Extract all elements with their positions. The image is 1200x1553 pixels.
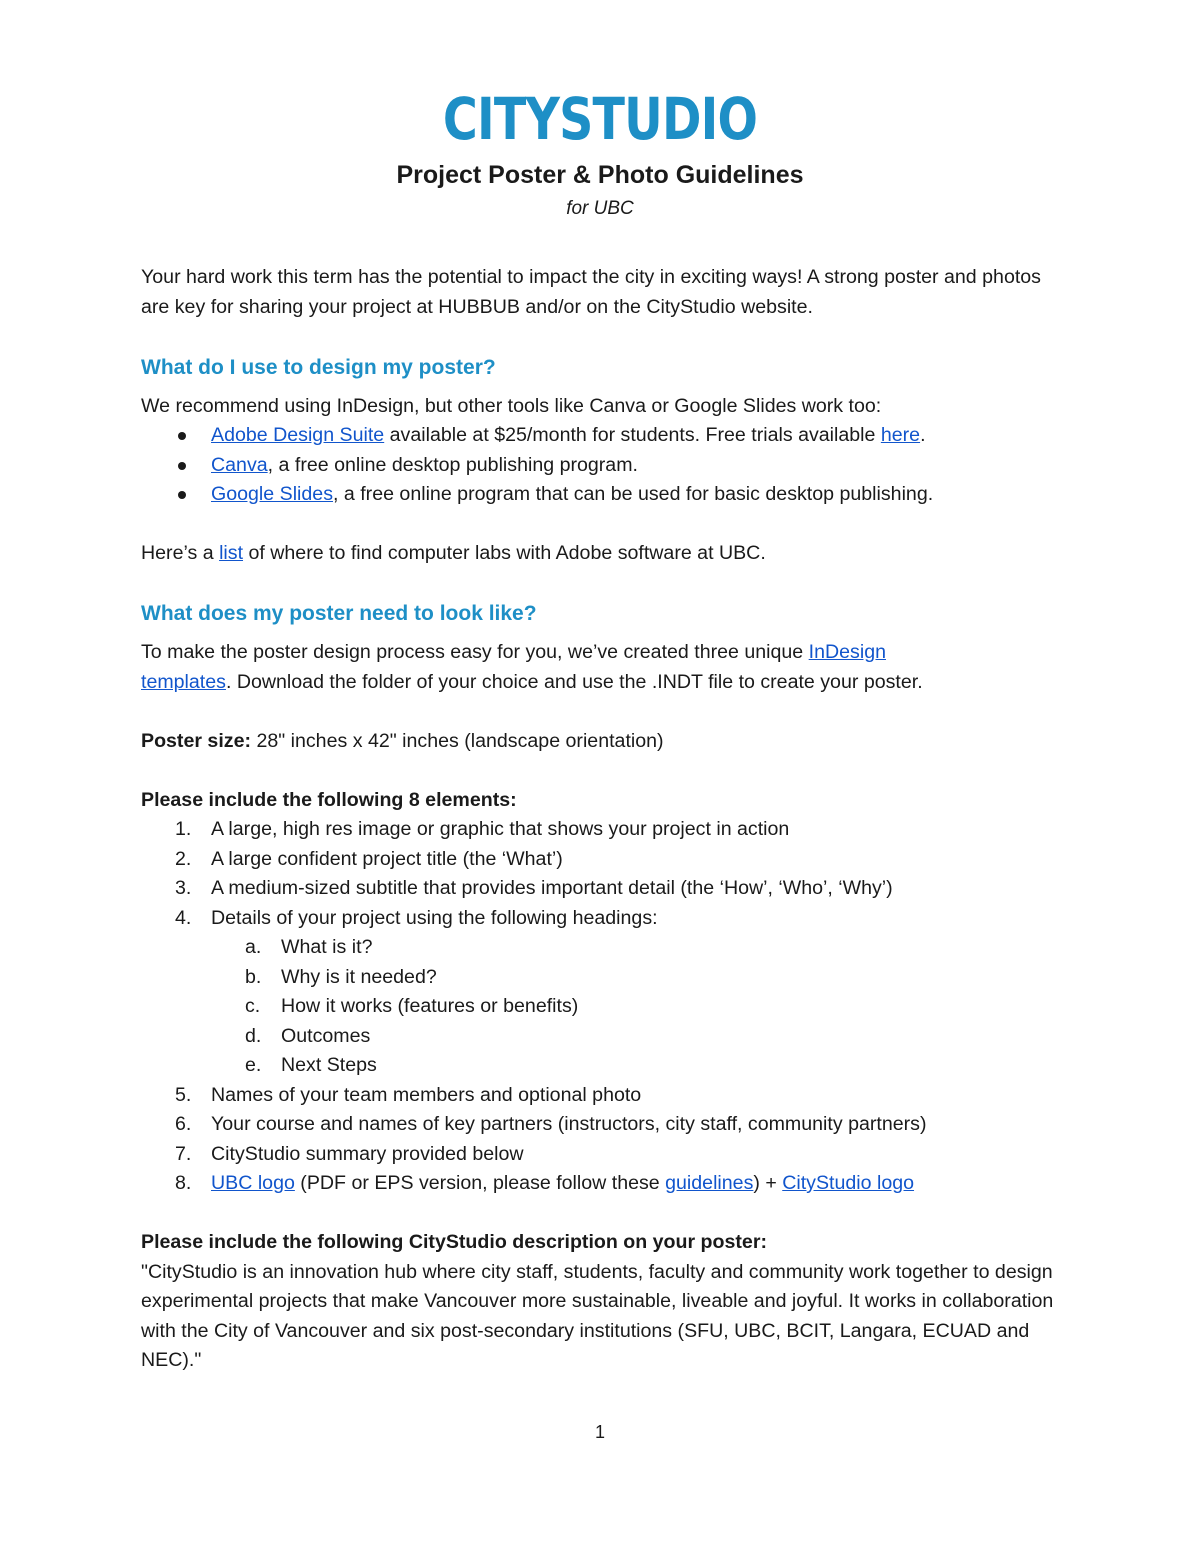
section-heading-poster-look: What does my poster need to look like?	[141, 602, 537, 625]
list-item: b. Why is it needed?	[245, 965, 437, 988]
computer-labs-paragraph: Here’s a list of where to find computer labs with Adobe software at UBC.	[141, 542, 766, 564]
indesign-templates-link[interactable]: InDesign	[808, 641, 886, 663]
design-tools-list	[141, 421, 1071, 510]
description-heading: Please include the following CityStudio description on your poster:	[141, 1231, 767, 1253]
page-subtitle: for UBC	[566, 198, 634, 219]
list-item: d. Outcomes	[245, 1024, 371, 1047]
list-item: e. Next Steps	[245, 1054, 377, 1076]
ubc-logo-link[interactable]: UBC logo	[211, 1172, 295, 1194]
indesign-templates-link-cont[interactable]: templates	[141, 670, 226, 693]
list-item: a. What is it?	[245, 936, 373, 958]
document-body	[141, 263, 1071, 1376]
adobe-design-suite-link[interactable]: Adobe Design Suite	[211, 424, 385, 446]
page-title: Project Poster & Photo Guidelines	[396, 161, 804, 189]
list-item: 5. Names of your team members and optional photo	[175, 1083, 642, 1106]
list-item: 7. CityStudio summary provided below	[175, 1142, 524, 1165]
list-item: 1. A large, high res image or graphic that shows your project in action	[175, 818, 790, 840]
templates-paragraph: To make the poster design process easy for you, we’ve created three unique InDesign templates. Download the folder of your choice and use the .INDT file to create your poster.	[141, 641, 923, 693]
list-item: 6. Your course and names of key partners (instructors, city staff, community partners)	[175, 1113, 927, 1135]
elements-heading: Please include the following 8 elements:	[141, 788, 517, 811]
list-item: Canva, a free online desktop publishing program.	[141, 451, 1071, 481]
list-item: 2. A large confident project title (the ‘What’)	[175, 847, 563, 870]
citystudio-description: "CityStudio is an innovation hub where city staff, students, faculty and community work together to design experimental projects that make Vancouver more sustainable, liveable and joyful. It works in collaboration with the City of Vancouver and six post-secondary institutions (SFU, UBC, BCIT, Langara, ECUAD and NEC)."	[141, 1260, 1054, 1371]
intro-paragraph: Your hard work this term has the potential to impact the city in exciting ways! A strong poster and photos are key for sharing your project at HUBBUB and/or on the CityStudio website.	[141, 266, 1041, 318]
free-trials-link[interactable]: here	[880, 424, 921, 446]
list-item: 3. A medium-sized subtitle that provides important detail (the ‘How’, ‘Who’, ‘Why’)	[175, 877, 893, 899]
list-item: 4. Details of your project using the following headings: a. What is it? b. Why is it needed? c. How it works (features or benefits) d. Outcomes e. Next Steps	[141, 904, 1071, 1081]
elements-list	[141, 815, 1071, 1199]
page-number: 1	[594, 1422, 605, 1442]
canva-link[interactable]: Canva	[211, 453, 268, 476]
list-item: Google Slides, a free online program that can be used for basic desktop publishing.	[141, 480, 1071, 510]
citystudio-logo-link[interactable]: CityStudio logo	[782, 1172, 915, 1194]
poster-size: Poster size: 28" inches x 42" inches (landscape orientation)	[141, 729, 664, 752]
list-item: Adobe Design Suite available at $25/month for students. Free trials available here.	[141, 421, 1071, 451]
section-heading-design-tools: What do I use to design my poster?	[141, 355, 496, 379]
list-item: 8. UBC logo (PDF or EPS version, please follow these guidelines) + CityStudio logo	[175, 1172, 915, 1194]
computer-labs-list-link[interactable]: list	[219, 542, 244, 564]
google-slides-link[interactable]: Google Slides	[211, 483, 333, 505]
subheadings-list	[211, 933, 1071, 1081]
citystudio-logo: CITYSTUDIO	[442, 85, 758, 153]
design-tools-lead: We recommend using InDesign, but other tools like Canva or Google Slides work too:	[141, 394, 882, 417]
guidelines-link[interactable]: guidelines	[665, 1172, 754, 1194]
list-item: c. How it works (features or benefits)	[245, 995, 579, 1017]
